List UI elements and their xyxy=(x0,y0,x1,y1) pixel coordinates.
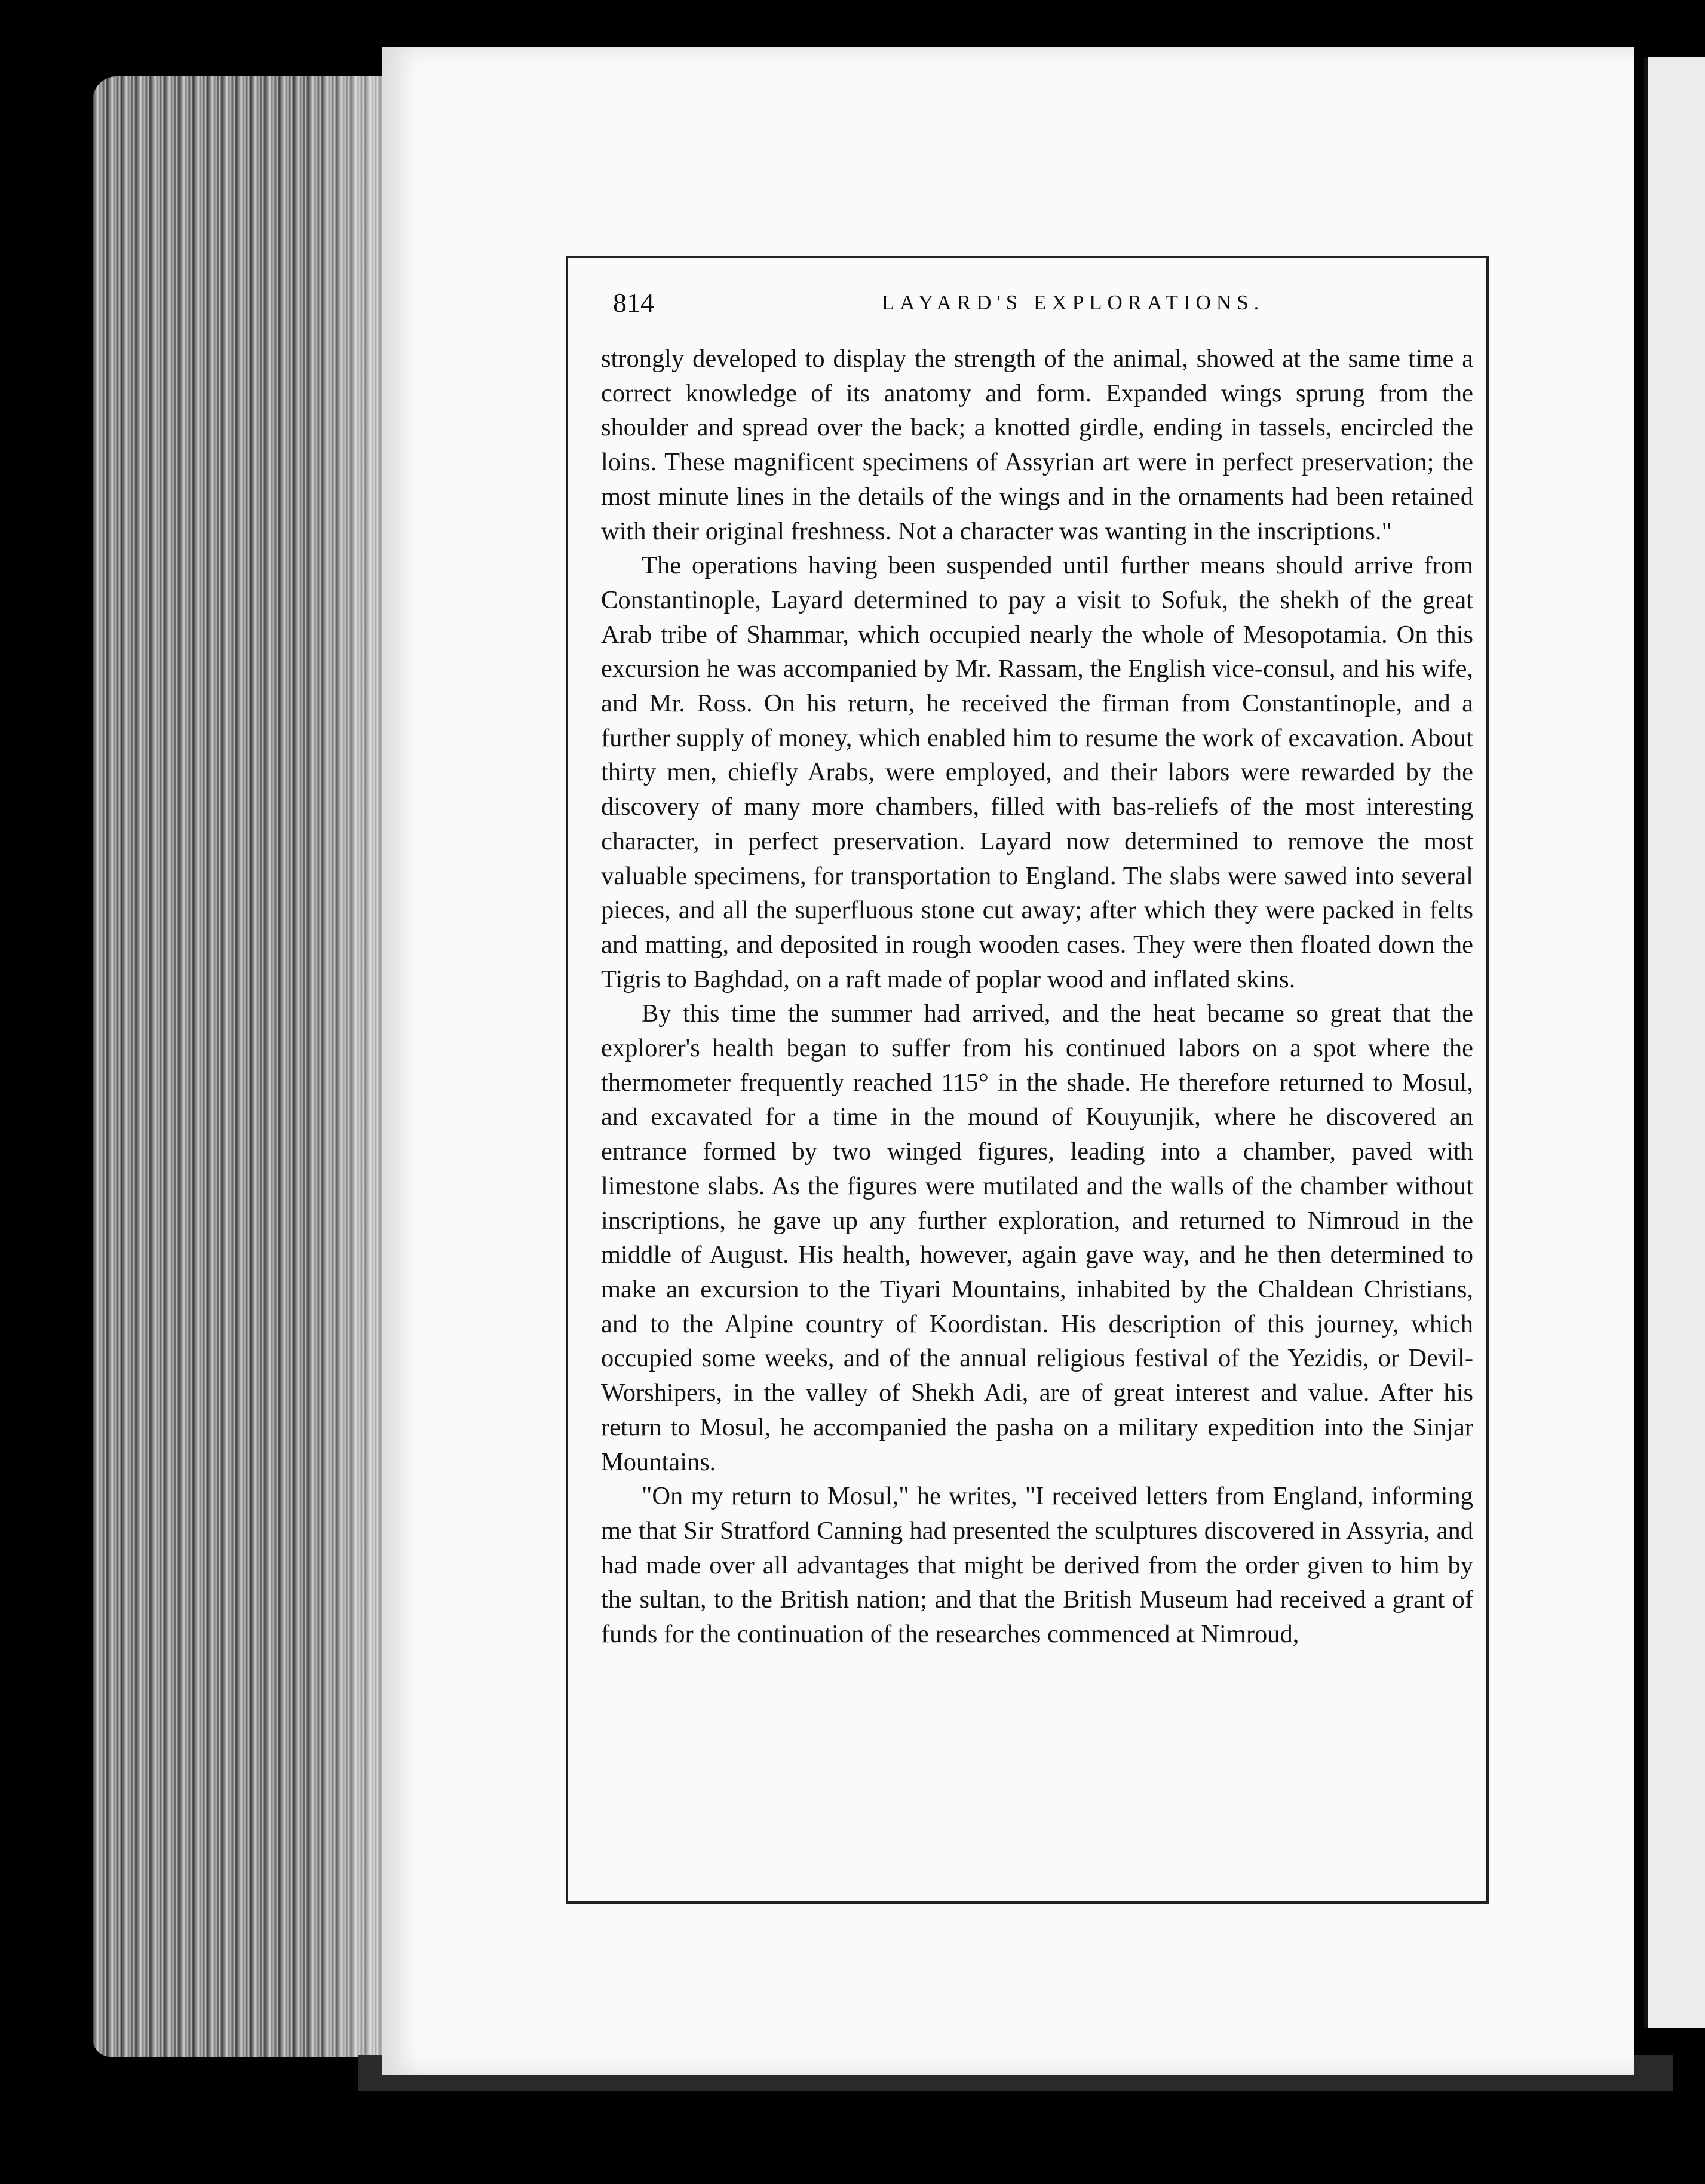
paragraph-letters-from-england: "On my return to Mosul," he writes, "I received letters from England, informing me that Sir Stratford Canning had presented the sculptures discovered in Assyria, and had made over all advantages that might be derived from the order given to him by the sultan, to the British nation; and that the British Museum had received a grant of funds for the continuation of the researches commenced at Nimroud, xyxy=(601,1482,1473,1649)
facing-page-edge xyxy=(1644,57,1705,2028)
page-number: 814 xyxy=(613,287,654,318)
page-block-edge xyxy=(93,76,391,2057)
paragraph-sofuk-visit: The operations having been suspended until further means should arrive from Constantinople, Layard determined to pay a visit to Sofuk, the shekh of the great Arab tribe of Shammar, which occupied nearly the whole of Mesopotamia. On this excursion he was accompanied by Mr. Rassam, the English vice-consul, and his wife, and Mr. Ross. On his return, he received the firman from Constantinople, and a further supply of money, which enabled him to resume the work of excavation. About thirty men, chiefly Arabs, were employed, and their labors were rewarded by the discovery of many more chambers, filled with bas-reliefs of the most interesting character, in perfect preservation. Layard now determined to remove the most valuable specimens, for transportation to England. The slabs were sawed into several pieces, and all the superfluous stone cut away; after which they were packed in felts and matting, and deposited in rough wooden cases. They were then floated down the Tigris to Baghdad, on a raft made of poplar wood and inflated skins. xyxy=(601,551,1473,993)
paragraph-continuation: strongly developed to display the strength of the animal, showed at the same time a correct knowledge of its anatomy and form. Expanded wings sprung from the shoulder and spread over the back; a knotted girdle, ending in tassels, encircled the loins. These magnificent specimens of Assyrian art were in perfect preservation; the most minute lines in the details of the wings and in the ornaments had been retained with their original freshness. Not a character was wanting in the inscriptions." xyxy=(601,345,1473,545)
paragraph-summer-heat: By this time the summer had arrived, and the heat became so great that the explorer's health began to suffer from his continued labors on a spot where the thermometer frequently reached 115° in the shade. He therefore returned to Mosul, and excavated for a time in the mound of Kouyunjik, where he discovered an entrance formed by two winged figures, leading into a chamber, paved with limestone slabs. As the figures were mutilated and the walls of the chamber without inscriptions, he gave up any further exploration, and returned to Nimroud in the middle of August. His health, however, again gave way, and he then determined to make an excursion to the Tiyari Mountains, inhabited by the Chaldean Christians, and to the Alpine country of Koordistan. His description of this journey, which occupied some weeks, and of the annual religious festival of the Yezidis, or Devil-Worshipers, in the valley of Shekh Adi, are of great interest and value. After his return to Mosul, he accompanied the pasha on a military expedition into the Sinjar Mountains. xyxy=(601,999,1473,1476)
running-title: LAYARD'S EXPLORATIONS. xyxy=(881,291,1265,314)
text-frame xyxy=(566,256,1489,1904)
body-text xyxy=(601,342,1473,1652)
running-head xyxy=(613,282,1476,324)
